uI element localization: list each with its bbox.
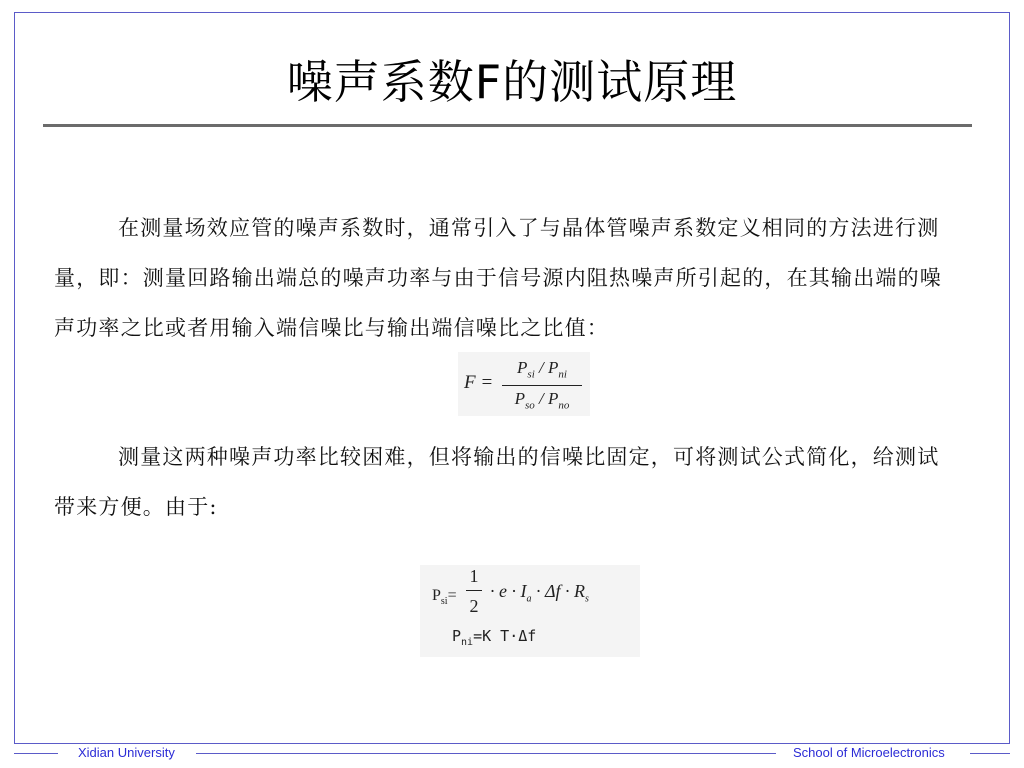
formula-f-den-a-sub: so <box>524 399 535 412</box>
formula-f-den-b: P <box>548 389 559 408</box>
title-divider <box>43 124 972 127</box>
formula-f-den-b-sub: no <box>558 399 570 412</box>
formula-f-den-sep: / <box>534 389 548 408</box>
slide-title: 噪声系数F的测试原理 <box>286 55 738 109</box>
formula-f-denominator <box>500 389 584 411</box>
paragraph-2: 测量这两种噪声功率比较困难，但将输出的信噪比固定，可将测试公式简化，给测试带来方便。由于: <box>54 445 940 519</box>
formula-pni-sub: ni <box>461 637 474 648</box>
formula-psi-p: P <box>432 587 441 604</box>
footer-university: Xidian University <box>78 745 175 760</box>
formula-half-fraction-bar <box>466 590 482 591</box>
formula-signal-power <box>420 565 640 657</box>
formula-psi-label <box>432 587 457 607</box>
formula-f-num-a: P <box>517 358 528 377</box>
formula-pni-p: P <box>452 627 462 645</box>
formula-f-fraction-bar <box>502 385 582 386</box>
formula-f-num-b: P <box>548 358 559 377</box>
footer-rule-middle <box>196 753 776 754</box>
footer-school: School of Microelectronics <box>793 745 945 760</box>
formula-pni-rhs: =K T·Δf <box>473 627 537 645</box>
formula-f-den-a: P <box>514 389 525 408</box>
footer-rule-left <box>14 753 58 754</box>
formula-psi-eq: = <box>447 587 457 604</box>
formula-half-denominator: 2 <box>469 596 479 616</box>
formula-rhs-a-sub: a <box>526 593 532 605</box>
formula-f-num-a-sub: si <box>527 368 535 381</box>
formula-rhs-e: · e · I <box>490 581 527 601</box>
formula-half-numerator: 1 <box>469 566 479 586</box>
formula-f-numerator <box>500 358 584 380</box>
formula-noise-figure <box>458 352 590 416</box>
formula-f-lhs: F = <box>464 372 494 393</box>
formula-rhs-s-sub: s <box>585 593 589 605</box>
formula-rhs-rest: · Δf · R <box>531 581 586 601</box>
formula-f-num-sep: / <box>534 358 548 377</box>
formula-pni <box>452 627 536 648</box>
footer-rule-right <box>970 753 1010 754</box>
formula-psi-rhs <box>490 581 589 605</box>
formula-f-num-b-sub: ni <box>558 368 567 381</box>
paragraph-1: 在测量场效应管的噪声系数时，通常引入了与晶体管噪声系数定义相同的方法进行测量，即：测量回路输出端总的噪声功率与由于信号源内阻热噪声所引起的，在其输出端的噪声功率之比或者用输入端信噪比与输出端信噪比之比值： <box>54 216 942 340</box>
formula-psi-sub: si <box>440 596 448 608</box>
